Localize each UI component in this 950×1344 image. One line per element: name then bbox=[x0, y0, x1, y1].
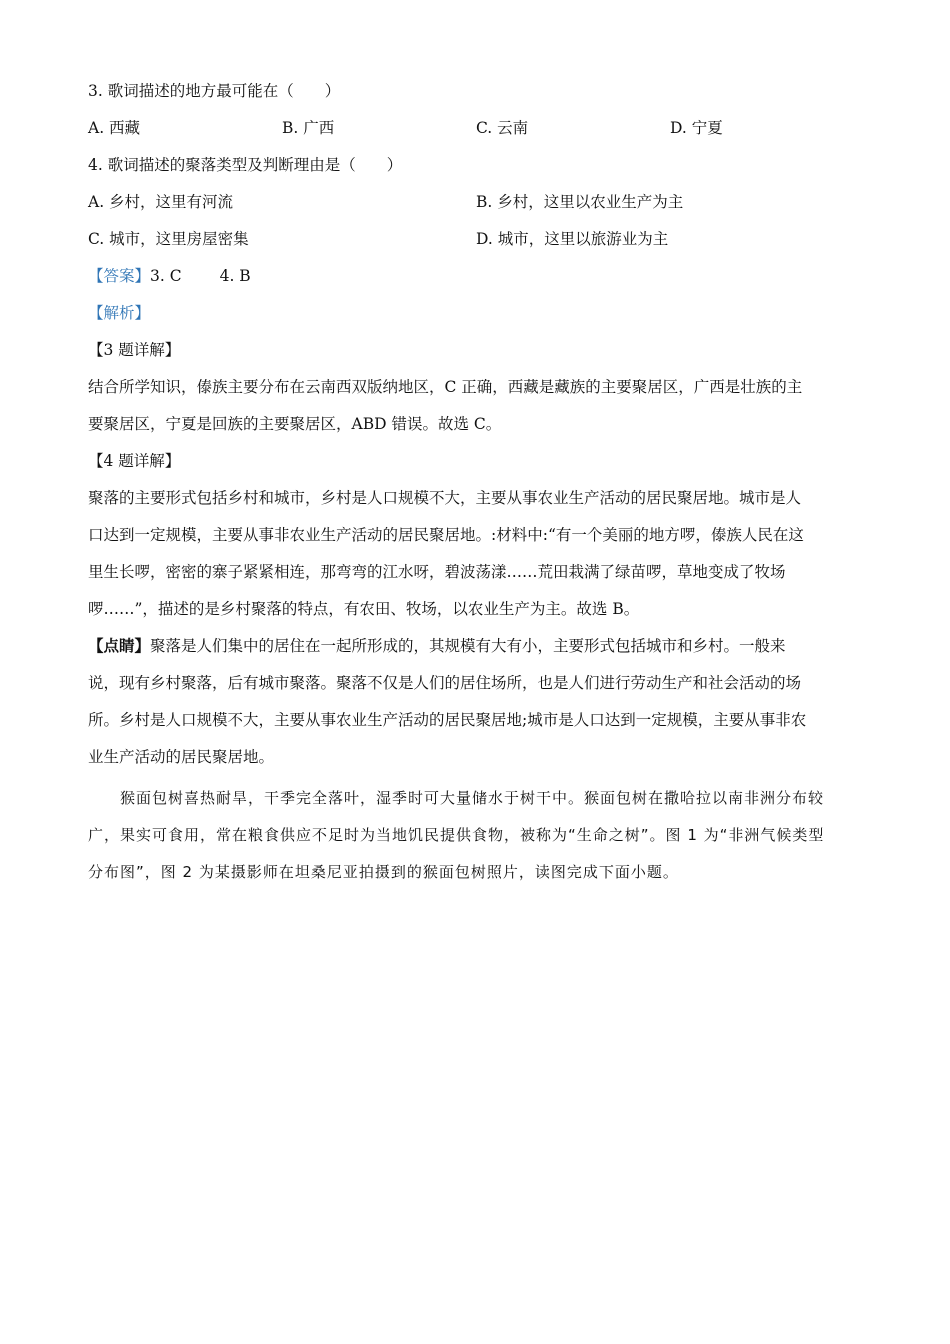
question-4-options-row-2 bbox=[88, 226, 864, 263]
detail-4-line: 里生长啰，密密的寨子紧紧相连，那弯弯的江水呀，碧波荡漾……荒田栽满了绿苗啰，草地变成了牧场 bbox=[88, 563, 786, 581]
q3-option-d: D. 宁夏 bbox=[670, 119, 723, 137]
detail-4-title: 【4 题详解】 bbox=[88, 452, 181, 470]
material-line: 分布图”，图 2 为某摄影师在坦桑尼亚拍摄到的猴面包树照片，读图完成下面小题。 bbox=[88, 863, 679, 881]
analysis-label: 【解析】 bbox=[88, 304, 151, 322]
detail-4-line: 聚落的主要形式包括乡村和城市，乡村是人口规模不大，主要从事农业生产活动的居民聚居地。城市是人 bbox=[88, 489, 802, 507]
answer-line bbox=[88, 263, 864, 300]
tip-label: 【点睛】 bbox=[88, 636, 151, 655]
answer-3: 3. C bbox=[150, 267, 182, 285]
detail-3-line: 结合所学知识，傣族主要分布在云南西双版纳地区，C 正确，西藏是藏族的主要聚居区，广西是壮族的主 bbox=[88, 378, 803, 396]
tip-section bbox=[88, 633, 864, 781]
question-3-options bbox=[88, 115, 864, 152]
detail-4-body bbox=[88, 485, 864, 633]
tip-line: 所。乡村是人口规模不大，主要从事农业生产活动的居民聚居地;城市是人口达到一定规模，主要从事非农 bbox=[88, 711, 807, 729]
material-line bbox=[88, 785, 864, 822]
answer-4: 4. B bbox=[219, 267, 251, 285]
tip-line: 业生产活动的居民聚居地。 bbox=[88, 748, 275, 766]
q3-option-a: A. 西藏 bbox=[88, 119, 141, 137]
detail-4-line: 口达到一定规模，主要从事非农业生产活动的居民聚居地。:材料中:“有一个美丽的地方啰，傣族人民在这 bbox=[88, 526, 804, 544]
answer-label: 【答案】 bbox=[88, 267, 151, 285]
material-line: 广，果实可食用，常在粮食供应不足时为当地饥民提供食物，被称为“生命之树”。图 1 为“非洲气候类型 bbox=[88, 826, 825, 844]
tip-first-line bbox=[88, 633, 864, 670]
q4-option-a: A. 乡村，这里有河流 bbox=[88, 193, 234, 211]
detail-3-line: 要聚居区，宁夏是回族的主要聚居区，ABD 错误。故选 C。 bbox=[88, 415, 502, 433]
question-4-options-row-1 bbox=[88, 189, 864, 226]
tip-line: 说，现有乡村聚落，后有城市聚落。聚落不仅是人们的居住场所，也是人们进行劳动生产和社会活动的场 bbox=[88, 674, 802, 692]
material-paragraph bbox=[88, 785, 864, 896]
detail-3-title: 【3 题详解】 bbox=[88, 341, 181, 359]
detail-3-body bbox=[88, 374, 864, 448]
q4-option-c: C. 城市，这里房屋密集 bbox=[88, 230, 249, 248]
question-3-stem: 3. 歌词描述的地方最可能在（ ） bbox=[88, 82, 341, 100]
q3-option-b: B. 广西 bbox=[282, 119, 335, 137]
q4-option-b: B. 乡村，这里以农业生产为主 bbox=[476, 193, 684, 211]
q4-option-d: D. 城市，这里以旅游业为主 bbox=[476, 230, 669, 248]
q3-option-c: C. 云南 bbox=[476, 119, 529, 137]
tip-first-text: 聚落是人们集中的居住在一起所形成的，其规模有大有小，主要形式包括城市和乡村。一般来 bbox=[150, 637, 786, 655]
detail-4-line: 啰……”，描述的是乡村聚落的特点，有农田、牧场，以农业生产为主。故选 B。 bbox=[88, 600, 640, 618]
document-page bbox=[88, 78, 864, 896]
material-line-text: 猴面包树喜热耐旱，干季完全落叶，湿季时可大量储水于树干中。猴面包树在撒哈拉以南非洲分布较 bbox=[120, 789, 825, 807]
question-4-stem: 4. 歌词描述的聚落类型及判断理由是（ ） bbox=[88, 156, 403, 174]
